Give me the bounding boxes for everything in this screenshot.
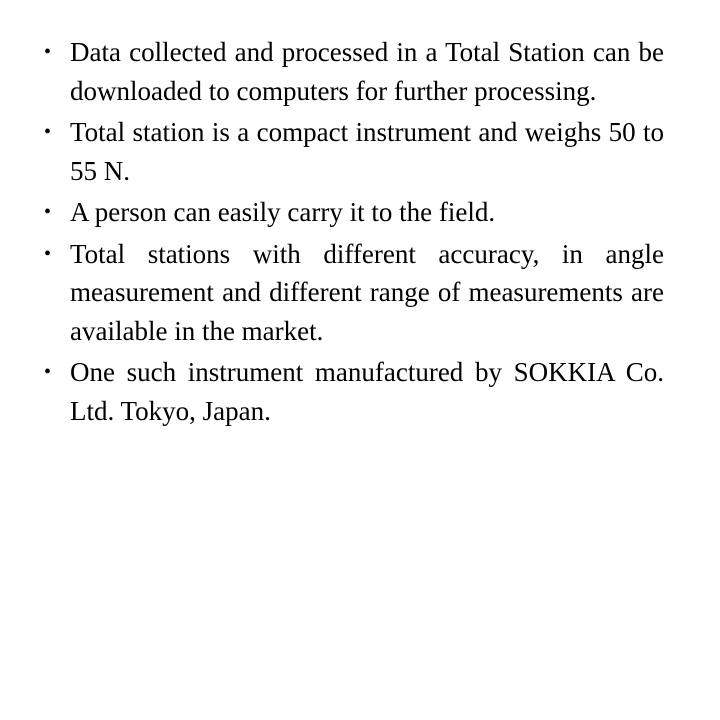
bullet-icon: • — [44, 361, 52, 383]
bullet-text: Total station is a compact instrument and weighs 50 to 55 N. — [70, 117, 664, 186]
bullet-item-manufacturer — [44, 353, 664, 430]
bullet-text: Data collected and processed in a Total Station can be downloaded to computers for further processing. — [70, 37, 664, 106]
bullet-icon: • — [44, 242, 52, 265]
bullet-item-easy-carry — [44, 193, 664, 232]
bullet-icon: • — [44, 201, 52, 223]
bullet-item-compact-weight — [44, 113, 664, 190]
bullet-item-accuracy-range — [44, 235, 664, 351]
bullet-icon: • — [44, 121, 52, 143]
bullet-text: One such instrument manufactured by SOKKIA Co. Ltd. Tokyo, Japan. — [70, 357, 664, 426]
bullet-text: A person can easily carry it to the field. — [70, 197, 496, 227]
bullet-item-data-download — [44, 33, 664, 110]
bullet-text: Total stations with different accuracy, in angle measurement and different range of measurements are available in the market. — [70, 238, 664, 346]
bullet-icon: • — [44, 41, 52, 63]
bullet-list — [44, 33, 664, 433]
